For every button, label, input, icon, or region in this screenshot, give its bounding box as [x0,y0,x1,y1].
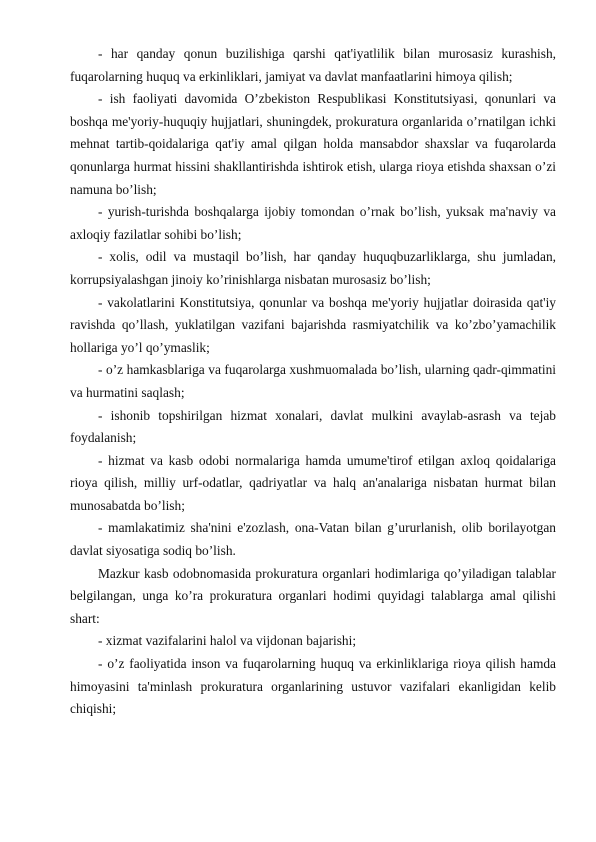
paragraph-7: - ishonib topshirilgan hizmat xonalari, davlat mulkini avaylab-asrash va tejab foydalanish; [70,407,556,446]
paragraph-11: - xizmat vazifalarini halol va vijdonan bajarishi; [98,633,357,649]
paragraph-6: - o’z hamkasblariga va fuqarolarga xushmuomalada bo’lish, ularning qadr-qimmatini va hurmatini saqlash; [70,362,556,400]
paragraph-9: - mamlakatimiz sha'nini e'zozlash, ona-Vatan bilan g’ururlanish, olib borilayotgan davlat siyosatiga sodiq bo’lish. [70,520,556,559]
paragraph-3: - yurish-turishda boshqalarga ijobiy tomondan o’rnak bo’lish, yuksak ma'naviy va axloqiy fazilatlar sohibi bo’lish; [70,204,556,242]
document-page [70,43,556,721]
paragraph-4: - xolis, odil va mustaqil bo’lish, har qanday huquqbuzarliklarga, shu jumladan, korrupsiyalashgan jinoiy ko’rinishlarga nisbatan murosasiz bo’lish; [70,249,556,287]
paragraph-8: - hizmat va kasb odobi normalariga hamda umume'tirof etilgan axloq qoidalariga rioya qilish, milliy urf-odatlar, qadriyatlar va halq an'analariga nisbatan hurmat bilan munosabatda bo’lish; [70,452,556,513]
paragraph-10: Mazkur kasb odobnomasida prokuratura organlari hodimlariga qo’yiladigan talablar belgilangan, unga ko’ra prokuratura organlari hodimi quyidagi talablarga amal qilishi shart: [70,565,556,626]
paragraph-5: - vakolatlarini Konstitutsiya, qonunlar va boshqa me'yoriy hujjatlar doirasida qat'iy ravishda qo’llash, yuklatilgan vazifani bajarishda rasmiyatchilik va ko’zbo’yamachilik hollariga yo’l qo’ymaslik; [70,294,556,355]
paragraph-2: - ish faoliyati davomida O’zbekiston Respublikasi Konstitutsiyasi, qonunlari va boshqa me'yoriy-huquqiy hujjatlari, shuningdek, prokuratura organlarida o’rnatilgan ichki mehnat tartib-qoidalariga qat'iy amal qilgan holda mansabdor shaxslar va fuqarolarda qonunlarga hurmat hissini shakllantirishda ishtirok etish, ularga rioya etishda shaxsan o’zi namuna bo’lish; [70,91,556,197]
paragraph-12: - o’z faoliyatida inson va fuqarolarning huquq va erkinliklariga rioya qilish hamda himoyasini ta'minlash prokuratura organlarining ustuvor vazifalari ekanligidan kelib chiqishi; [70,656,556,717]
paragraph-1: - har qanday qonun buzilishiga qarshi qat'iyatlilik bilan murosasiz kurashish, fuqarolarning huquq va erkinliklari, jamiyat va davlat manfaatlarini himoya qilish; [70,46,556,84]
